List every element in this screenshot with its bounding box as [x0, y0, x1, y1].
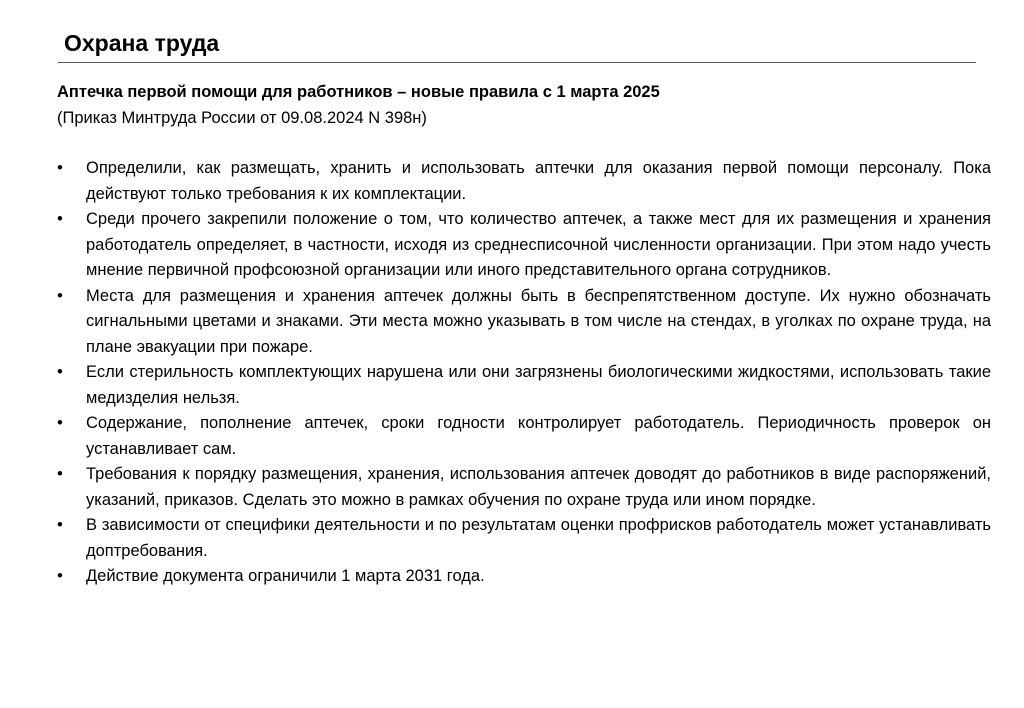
list-item: [57, 207, 991, 284]
list-item-text: Среди прочего закрепили положение о том, что количество аптечек, а также мест для их размещения и хранения работодатель определяет, в частности, исходя из среднесписочной численности организации. При этом надо учесть мнение первичной профсоюзной организации или иного представительного органа сотрудников.: [86, 210, 991, 279]
bullet-icon: •: [57, 516, 63, 534]
bullet-icon: •: [57, 210, 63, 228]
bullet-icon: •: [57, 363, 63, 381]
list-item: [57, 284, 991, 361]
bullet-icon: •: [57, 286, 63, 305]
list-item: [57, 156, 991, 207]
document-subheading: (Приказ Минтруда России от 09.08.2024 N 398н): [57, 108, 427, 127]
list-item-text: Места для размещения и хранения аптечек должны быть в беспрепятственном доступе. Их нужно обозначать сигнальными цветами и знаками. Эти места можно указывать в том числе на стендах, в уголках по охране труда, на плане эвакуации при пожаре.: [86, 286, 991, 356]
document-heading: Аптечка первой помощи для работников – новые правила с 1 марта 2025: [57, 83, 660, 101]
list-item: [57, 564, 991, 590]
bullet-icon: •: [57, 465, 63, 483]
list-item: [57, 411, 991, 462]
bullet-icon: •: [57, 567, 63, 585]
bullet-list: [57, 156, 991, 590]
list-item-text: Содержание, пополнение аптечек, сроки годности контролирует работодатель. Периодичность проверок он устанавливает сам.: [86, 414, 991, 458]
bullet-icon: •: [57, 414, 63, 432]
list-item: [57, 360, 991, 411]
list-item-text: Если стерильность комплектующих нарушена или они загрязнены биологическими жидкостями, использовать такие медизделия нельзя.: [86, 363, 991, 407]
document-body: [57, 80, 991, 590]
list-item-text: Определили, как размещать, хранить и использовать аптечки для оказания первой помощи персоналу. Пока действуют только требования к их комплектации.: [86, 159, 991, 203]
list-item: [57, 462, 991, 513]
bullet-icon: •: [57, 159, 63, 177]
page-title: Охрана труда: [64, 30, 220, 56]
list-item-text: В зависимости от специфики деятельности и по результатам оценки профрисков работодатель может устанавливать доптребования.: [86, 516, 991, 560]
list-item-text: Требования к порядку размещения, хранения, использования аптечек доводят до работников в виде распоряжений, указаний, приказов. Сделать это можно в рамках обучения по охране труда или ином порядке.: [86, 465, 991, 509]
list-item: [57, 513, 991, 564]
list-item-text: Действие документа ограничили 1 марта 2031 года.: [86, 567, 485, 585]
title-divider: [58, 62, 976, 63]
